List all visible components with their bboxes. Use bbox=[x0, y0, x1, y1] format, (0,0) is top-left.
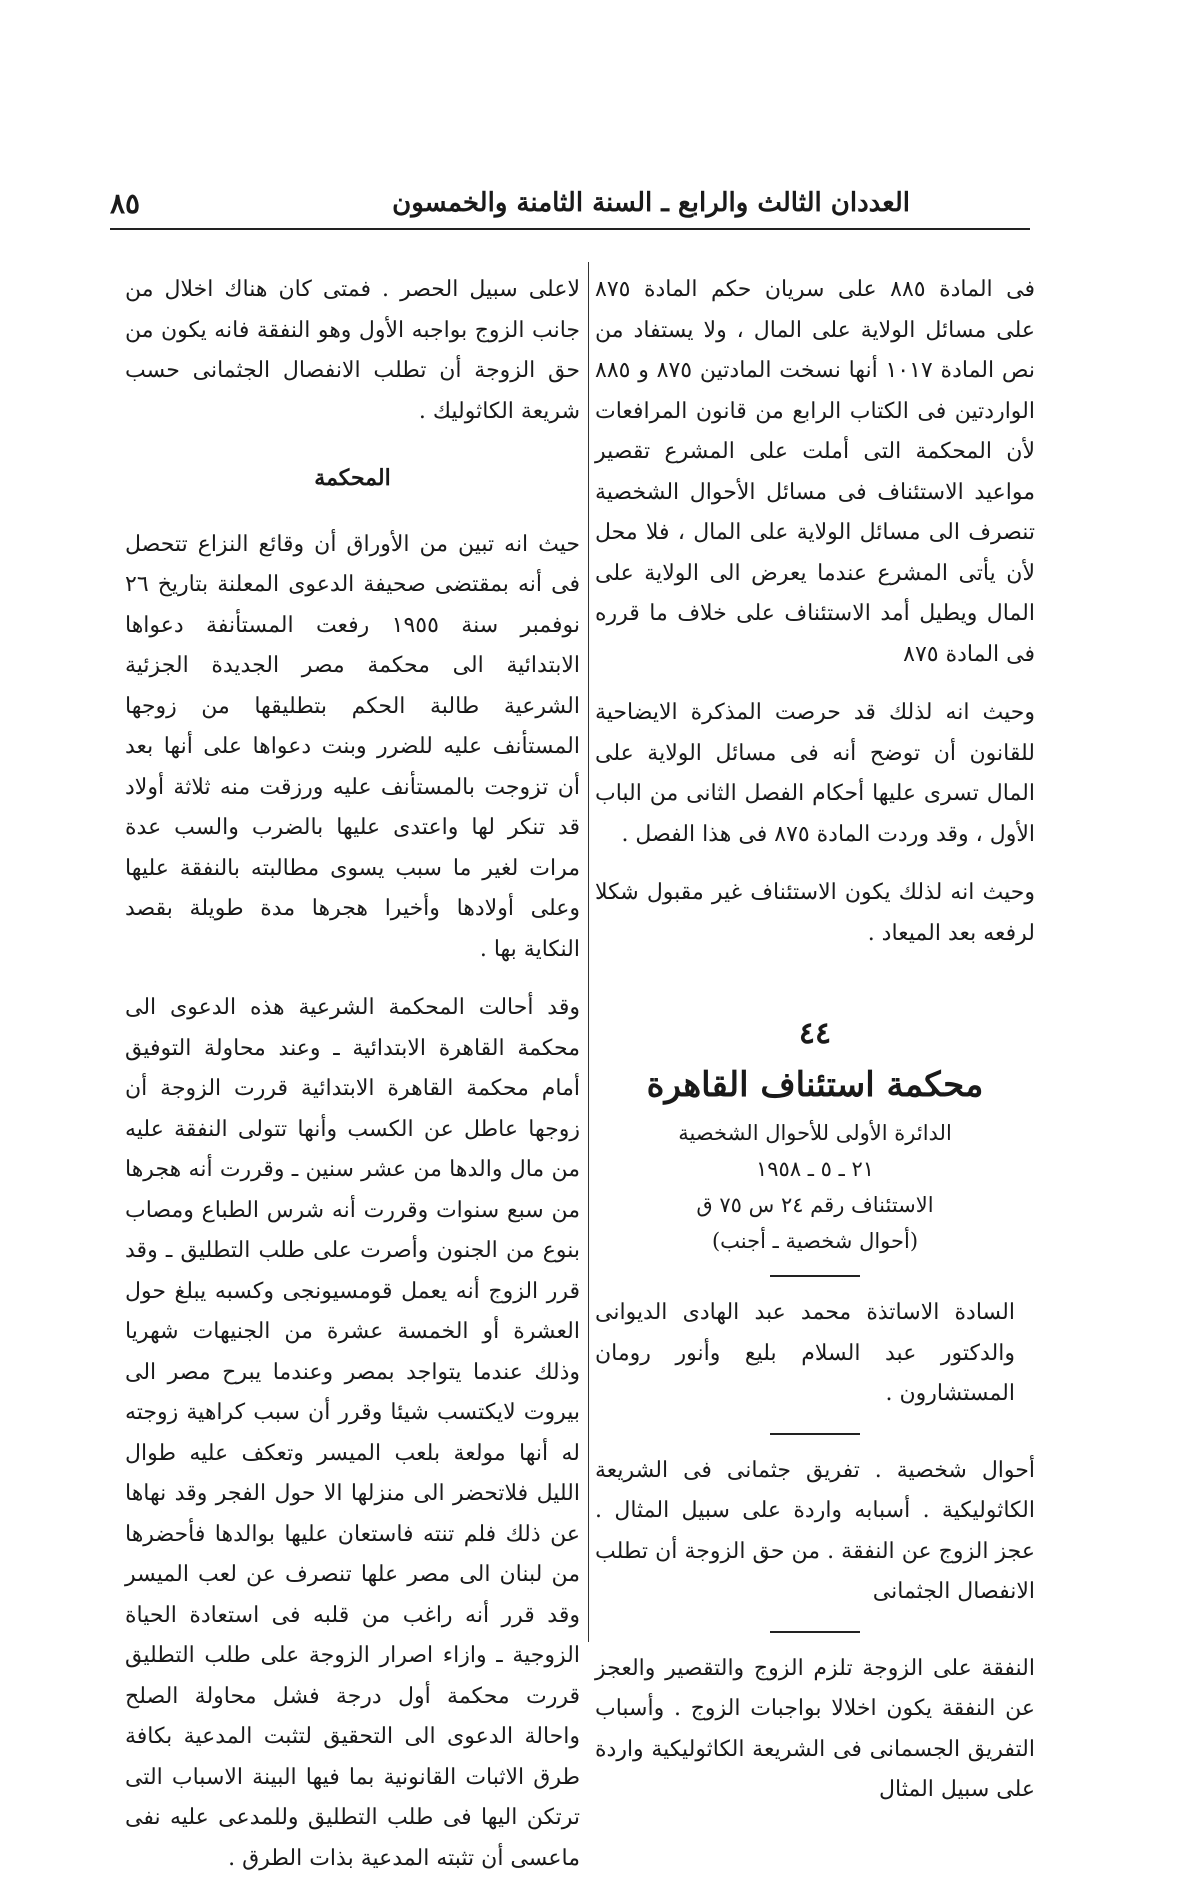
circuit-name: الدائرة الأولى للأحوال الشخصية bbox=[678, 1121, 952, 1145]
case-category: (أحوال شخصية ـ أجنب) bbox=[711, 1229, 919, 1253]
page-number: ٨٥ bbox=[110, 186, 141, 220]
judgment-date: ٢١ ـ ٥ ـ ١٩٥٨ bbox=[756, 1157, 874, 1181]
separator bbox=[770, 1275, 860, 1277]
summary-keywords: أحوال شخصية . تفريق جثمانى فى الشريعة الكاثوليكية . أسبابه واردة على سبيل المثال . عجز الزوج عن النفقة . من حق الزوجة أن تطلب الانفصال الجثمانى bbox=[595, 1457, 1035, 1604]
judges-panel: السادة الاساتذة محمد عبد الهادى الديوانى والدكتور عبد السلام بليع وأنور رومان المستشارون . bbox=[595, 1300, 1015, 1406]
summary-principle: النفقة على الزوجة تلزم الزوج والتقصير والعجز عن النفقة يكون اخلالا بواجبات الزوج . وأسباب التفريق الجسمانى فى الشريعة الكاثوليكية واردة على سبيل المثال bbox=[595, 1655, 1035, 1802]
court-name: محكمة استئناف القاهرة bbox=[646, 1064, 984, 1105]
separator bbox=[770, 1433, 860, 1435]
paragraph: وحيث انه لذلك قد حرصت المذكرة الايضاحية للقانون أن توضح أنه فى مسائل الولاية على المال تسرى عليها أحكام الفصل الثانى من الباب الأول ، وقد وردت المادة ٨٧٥ فى هذا الفصل . bbox=[595, 700, 1035, 847]
paragraph: حيث انه تبين من الأوراق أن وقائع النزاع تتحصل فى أنه بمقتضى صحيفة الدعوى المعلنة بتاريخ ٢٦ نوفمبر سنة ١٩٥٥ رفعت المستأنفة دعواها الابتدائية الى محكمة مصر الجديدة الجزئية الشرعية طالبة الحكم بتطليقها من زوجها المستأنف عليه للضرر وبنت دعواها على أنها بعد أن تزوجت بالمستأنف عليه ورزقت منه ثلاثة أولاد قد تنكر لها واعتدى عليها بالضرب والسب عدة مرات لغير ما سبب يسوى مطالبته بالنفقة عليها وعلى أولادها وأخيرا هجرها مدة طويلة بقصد النكاية بها . bbox=[125, 531, 581, 962]
separator bbox=[770, 1631, 860, 1633]
paragraph: وقد أحالت المحكمة الشرعية هذه الدعوى الى محكمة القاهرة الابتدائية ـ وعند محاولة التوفيق أمام محكمة القاهرة الابتدائية قررت الزوجة أن زوجها عاطل عن الكسب وأنها تتولى النفقة عليه من مال والدها من عشر سنين ـ وقررت أنه هجرها من سبع سنوات وقررت أنه شرس الطباع ومصاب بنوع من الجنون وأصرت على طلب التطليق ـ وقد قرر الزوج أنه يعمل قومسيونجى وكسبه يبلغ حول العشرة أو الخمسة عشرة من الجنيهات شهريا وذلك عندما يتواجد بمصر وعندما يبرح مصر الى بيروت لايكتسب شيئا وقرر أن سبب كراهية زوجته له أنها مولعة بلعب الميسر وتعكف عليه طوال الليل فلاتحضر الى منزلها الا حول الفجر وقد نهاها عن ذلك فلم تنته فاستعان عليها بوالدها فأحضرها من لبنان الى مصر علها تنصرف عن لعب الميسر وقد قرر أنه راغب من قلبه فى استعادة الحياة الزوجية ـ وازاء اصرار الزوجة على طلب التطليق قررت محكمة أول درجة فشل محاولة الصلح واحالة الدعوى الى التحقيق لتثبت المدعية بكافة طرق الاثبات القانونية بما فيها البينة الاسباب التى ترتكن اليها فى طلب التطليق وللمدعى عليه نفى ماعسى أن تثبته المدعية بذات الطرق . bbox=[125, 995, 580, 1871]
column-divider bbox=[588, 262, 589, 1642]
appeal-reference: الاستئناف رقم ٢٤ س ٧٥ ق bbox=[696, 1193, 934, 1217]
section-heading: المحكمة bbox=[314, 465, 391, 491]
left-column bbox=[125, 270, 580, 1897]
case-number: ٤٤ bbox=[798, 1016, 832, 1051]
paragraph: فى المادة ٨٨٥ على سريان حكم المادة ٨٧٥ على مسائل الولاية على المال ، ولا يستفاد من نص المادة ١٠١٧ أنها نسخت المادتين ٨٧٥ و ٨٨٥ الواردتين فى الكتاب الرابع من قانون المرافعات لأن المحكمة التى أملت على المشرع تقصير مواعيد الاستئناف فى مسائل الأحوال الشخصية تنصرف الى مسائل الولاية على المال ، فلا محل لأن يأتى المشرع عندما يعرض الى الولاية على المال ويطيل أمد الاستئناف على خلاف ما قرره فى المادة ٨٧٥ bbox=[595, 277, 1036, 667]
paragraph: وحيث انه لذلك يكون الاستئناف غير مقبول شكلا لرفعه بعد الميعاد . bbox=[595, 880, 1035, 946]
paragraph: لاعلى سبيل الحصر . فمتى كان هناك اخلال من جانب الزوج بواجبه الأول وهو النفقة فانه يكون من حق الزوجة أن تطلب الانفصال الجثمانى حسب شريعة الكاثوليك . bbox=[125, 277, 580, 424]
right-column bbox=[595, 270, 1035, 1829]
running-title: العددان الثالث والرابع ـ السنة الثامنة والخمسون bbox=[392, 188, 910, 218]
page-header bbox=[110, 178, 1030, 230]
